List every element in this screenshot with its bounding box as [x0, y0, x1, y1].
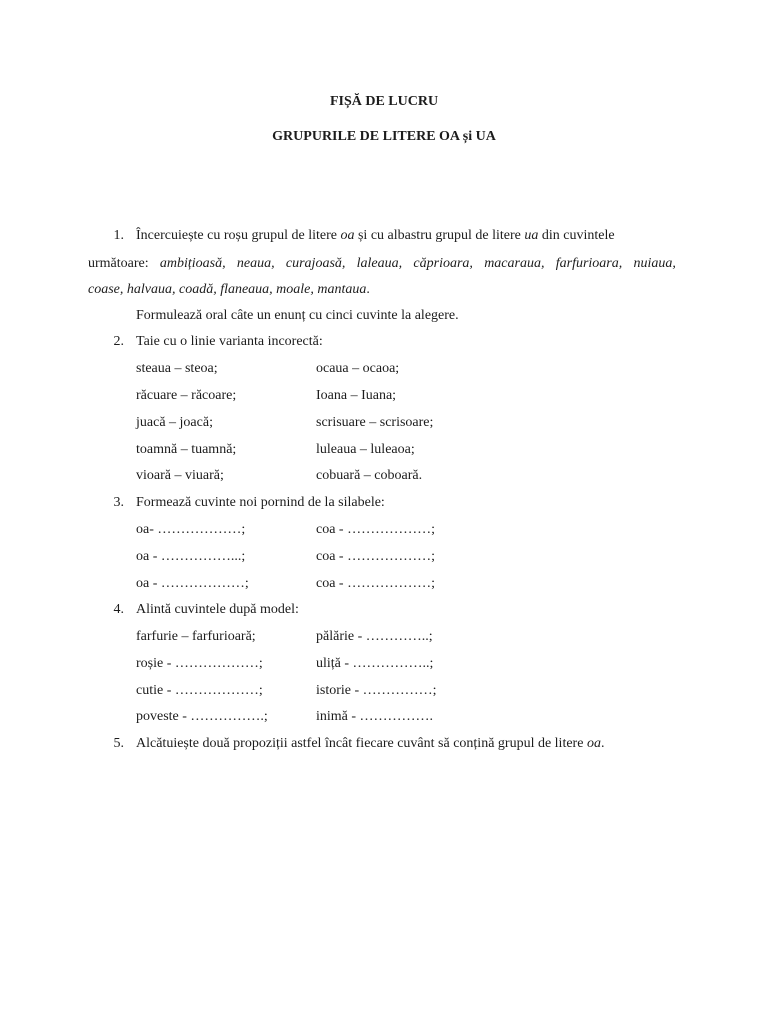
pair-right: ocaua – ocaoa; — [316, 361, 400, 376]
exercise-2-instruction: Taie cu o linie varianta incorectă: — [136, 334, 323, 349]
diminutive-left: farfurie – farfurioară; — [136, 629, 256, 644]
syllable-right: coa - ………………; — [316, 549, 435, 564]
exercise-2-number: 2. — [113, 334, 124, 349]
diminutive-right: uliță - ……………..; — [316, 656, 434, 671]
exercise-1-followup: Formulează oral câte un enunț cu cinci cuvinte la alegere. — [136, 308, 459, 323]
instruction-text: Încercuiește cu roșu grupul de litere — [136, 228, 337, 243]
syllable-right: coa - ………………; — [316, 576, 435, 591]
diminutive-left: poveste - …………….; — [136, 709, 268, 724]
pair-left: vioară – viuară; — [136, 468, 224, 483]
exercise-4-instruction: Alintă cuvintele după model: — [136, 602, 299, 617]
pair-left: răcuare – răcoare; — [136, 388, 237, 403]
word-item: neaua, — [236, 256, 275, 271]
diminutive-right: istorie - ……………; — [316, 683, 437, 698]
letter-group-oa: oa — [340, 228, 355, 243]
word-item: căprioara, — [413, 256, 473, 271]
word-list: coase, halvaua, coadă, flaneaua, moale, mantaua — [88, 282, 367, 297]
worksheet-title: FIȘĂ DE LUCRU — [329, 94, 439, 109]
worksheet-subtitle: GRUPURILE DE LITERE OA și UA — [272, 129, 496, 144]
word-item: ambițioasă, — [159, 256, 226, 271]
period: . — [600, 736, 605, 751]
syllable-left: oa- ………………; — [136, 522, 246, 537]
exercise-5-instruction — [136, 735, 604, 753]
instruction-text: din cuvintele — [541, 228, 615, 243]
diminutive-left: roșie - ………………; — [136, 656, 263, 671]
word-item: curajoasă, — [285, 256, 346, 271]
exercise-1-number: 1. — [113, 228, 124, 243]
pair-left: juacă – joacă; — [136, 415, 213, 430]
exercise-1-word-list-line — [88, 255, 676, 273]
pair-right: luleaua – luleaoa; — [316, 442, 415, 457]
pair-left: toamnă – tuamnă; — [136, 442, 237, 457]
diminutive-right: pălărie - …………..; — [316, 629, 433, 644]
diminutive-right: inimă - ……………. — [316, 709, 434, 724]
pair-right: cobuară – coboară. — [316, 468, 423, 483]
word-item: laleaua, — [356, 256, 403, 271]
exercise-1-instruction — [136, 227, 615, 245]
exercise-1-word-list-end — [88, 281, 370, 299]
word-item: macaraua, — [484, 256, 545, 271]
diminutive-left: cutie - ………………; — [136, 683, 263, 698]
word-item: farfurioara, — [555, 256, 623, 271]
pair-right: Ioana – Iuana; — [316, 388, 397, 403]
instruction-text: Alcătuiește două propoziții astfel încât fiecare cuvânt să conțină grupul de litere — [136, 736, 584, 751]
letter-group-oa: oa — [586, 736, 601, 751]
exercise-5-number: 5. — [113, 736, 124, 751]
exercise-3-instruction: Formează cuvinte noi pornind de la silabele: — [136, 495, 385, 510]
syllable-left: oa - ………………; — [136, 576, 249, 591]
word-list-lead: următoare: — [88, 256, 149, 271]
exercise-4-number: 4. — [113, 602, 124, 617]
syllable-right: coa - ………………; — [316, 522, 435, 537]
exercise-3-number: 3. — [113, 495, 124, 510]
syllable-left: oa - ……………...; — [136, 549, 246, 564]
instruction-text: și cu albastru grupul de litere — [357, 228, 521, 243]
word-item: nuiaua, — [633, 256, 676, 271]
pair-right: scrisuare – scrisoare; — [316, 415, 434, 430]
letter-group-ua: ua — [524, 228, 539, 243]
period: . — [366, 282, 370, 297]
pair-left: steaua – steoa; — [136, 361, 218, 376]
